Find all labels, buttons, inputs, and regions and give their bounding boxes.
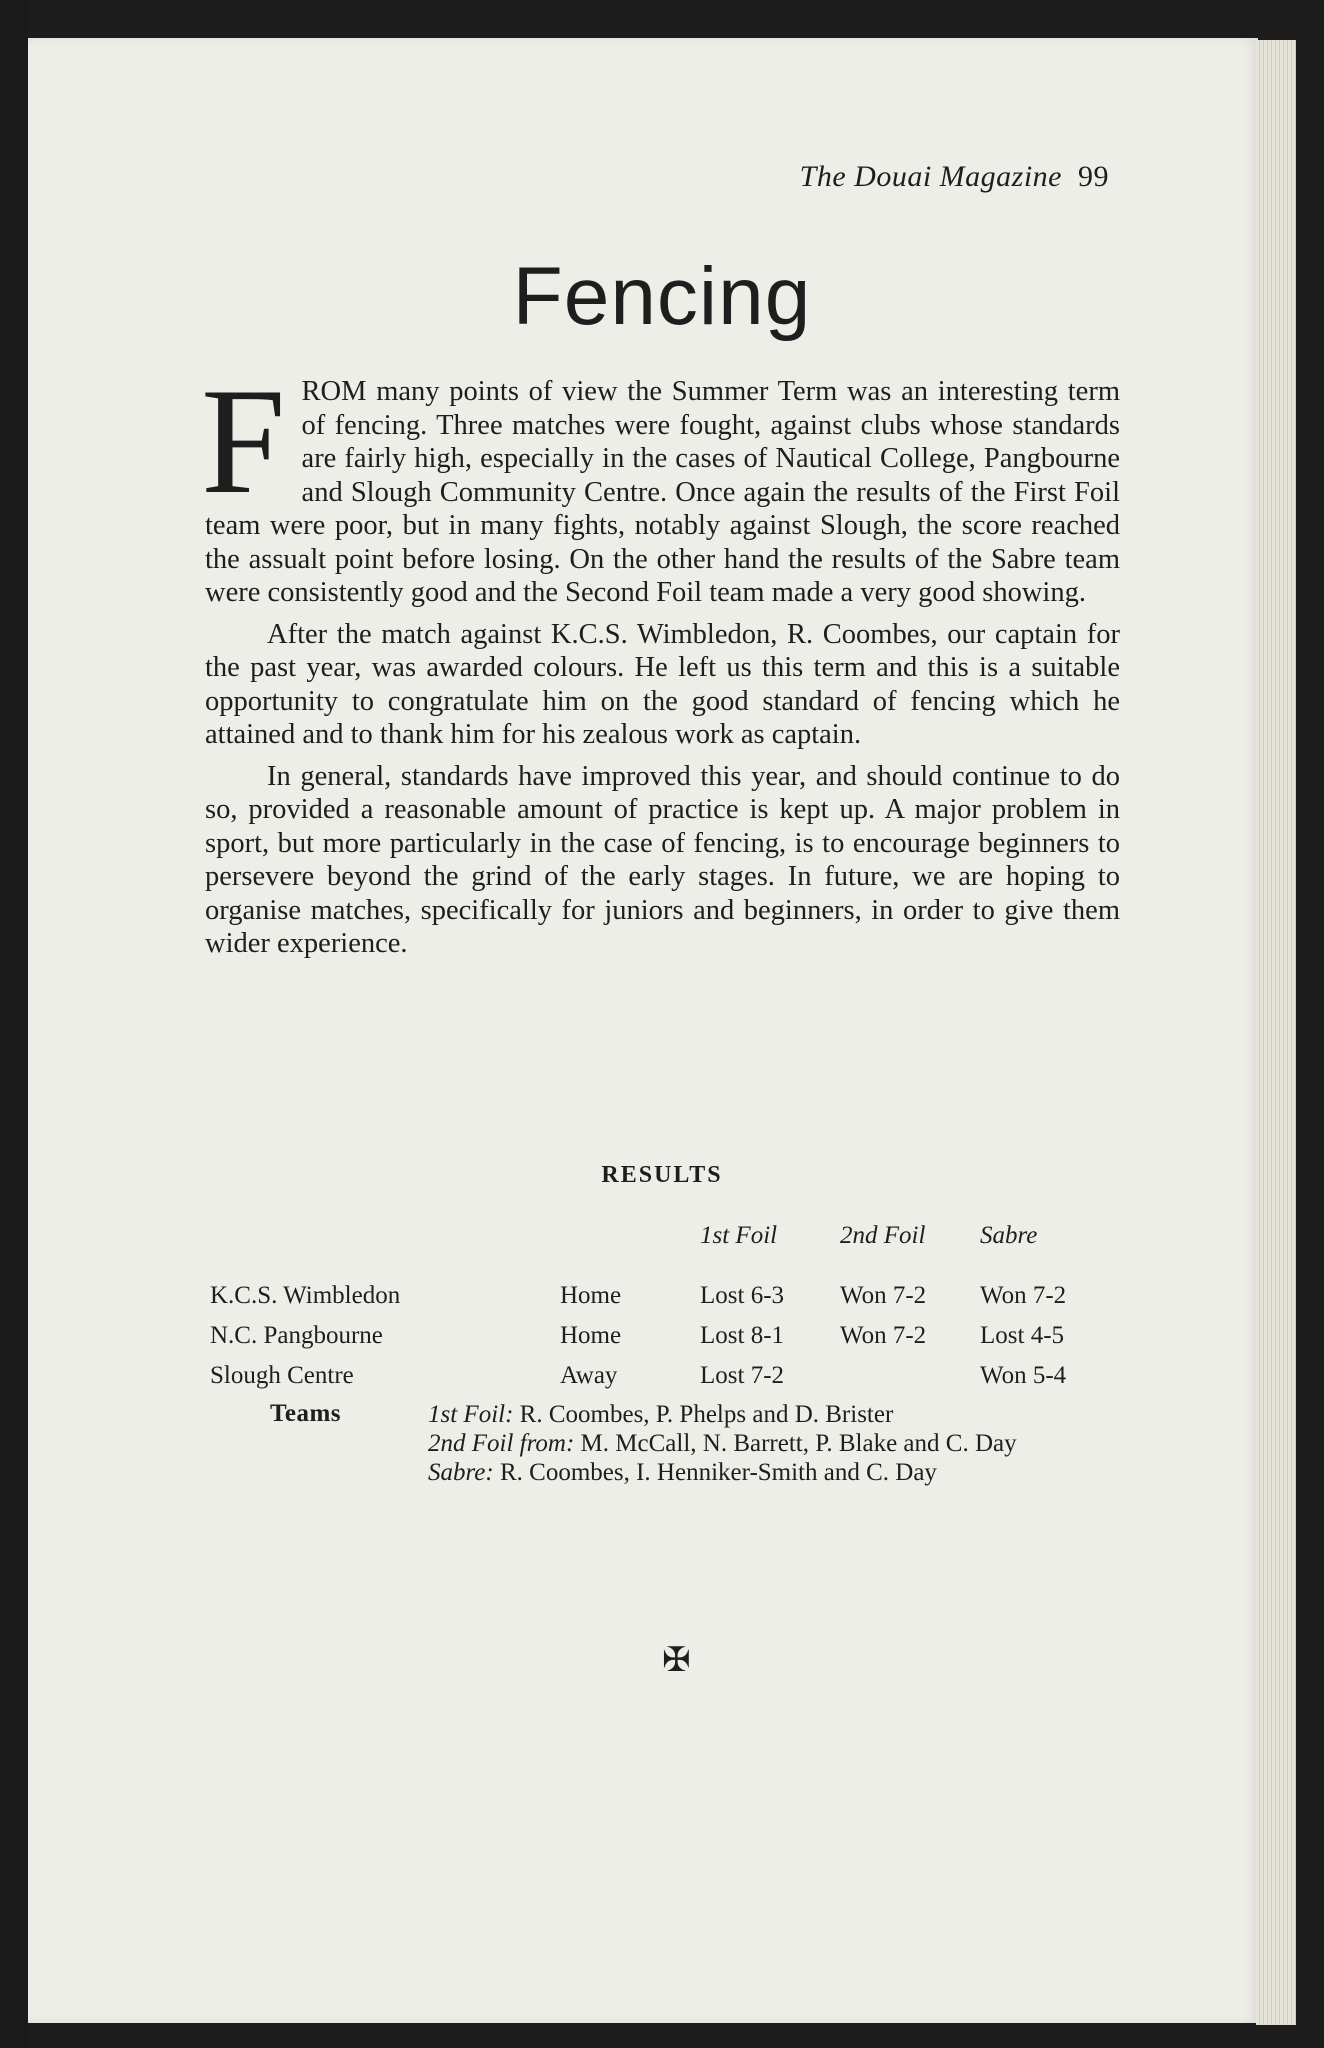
- team-label: Sabre:: [428, 1459, 494, 1486]
- result-cell: Lost 6-3: [700, 1282, 785, 1309]
- venue-cell: Away: [560, 1362, 618, 1389]
- result-cell: Won 7-2: [980, 1282, 1067, 1309]
- column-header: [210, 1222, 560, 1276]
- table-row: [210, 1316, 1100, 1356]
- team-members: M. McCall, N. Barrett, P. Blake and C. Day: [580, 1430, 1017, 1457]
- running-head: [800, 160, 1109, 194]
- team-line: [428, 1400, 1017, 1429]
- teams-label: Teams: [270, 1400, 342, 1427]
- result-cell: Won 7-2: [840, 1322, 927, 1349]
- result-cell: Lost 4-5: [980, 1322, 1065, 1349]
- team-line: [428, 1429, 1017, 1458]
- article-body: [201, 357, 1120, 969]
- teams-section: [270, 1400, 1017, 1487]
- column-header-2nd-foil: 2nd Foil: [840, 1222, 926, 1249]
- team-label: 1st Foil:: [428, 1401, 514, 1428]
- result-cell: Won 7-2: [840, 1282, 927, 1309]
- venue-cell: Home: [560, 1282, 622, 1309]
- cross-ornament-icon: ✠: [662, 1640, 691, 1680]
- results-heading: RESULTS: [601, 1162, 723, 1188]
- teams-list: [428, 1400, 1017, 1487]
- column-header-sabre: Sabre: [980, 1222, 1038, 1249]
- table-row: [210, 1356, 1100, 1396]
- venue-cell: Home: [560, 1322, 622, 1349]
- team-label: 2nd Foil from:: [428, 1430, 575, 1457]
- drop-cap: F: [201, 357, 286, 525]
- result-cell: Lost 7-2: [700, 1362, 785, 1389]
- paragraph-1: [201, 357, 1120, 610]
- team-members: R. Coombes, P. Phelps and D. Brister: [519, 1401, 894, 1428]
- column-header: [560, 1222, 700, 1276]
- column-header-1st-foil: 1st Foil: [700, 1222, 778, 1249]
- result-cell: [840, 1356, 980, 1396]
- paragraph-3: In general, standards have improved this year, and should continue to do so, provided a reasonable amount of practice is kept up. A major problem in sport, but more particularly in the case of fencing, is to encourage beginners to persevere beyond the grind of the early stages. In future, we are hoping to organise matches, specifically for juniors and beginners, in order to give them wider experience.: [205, 760, 1120, 959]
- table-row: [210, 1276, 1100, 1316]
- paragraph-2: After the match against K.C.S. Wimbledon, R. Coombes, our captain for the past year, was awarded colours. He left us this term and this is a suitable opportunity to congratulate him on the good standard of fencing which he attained and to thank him for his zealous work as captain.: [205, 618, 1120, 750]
- club-cell: N.C. Pangbourne: [210, 1322, 383, 1349]
- team-line: [428, 1458, 1017, 1487]
- team-members: R. Coombes, I. Henniker-Smith and C. Day: [499, 1459, 937, 1486]
- results-table: [210, 1222, 1100, 1396]
- page-number: 99: [1078, 160, 1109, 193]
- club-cell: K.C.S. Wimbledon: [210, 1282, 401, 1309]
- article-title: Fencing: [512, 251, 812, 342]
- club-cell: Slough Centre: [210, 1362, 354, 1389]
- result-cell: Lost 8-1: [700, 1322, 785, 1349]
- paragraph-1-text: ROM many points of view the Summer Term was an interesting term of fencing. Three matches were fought, against clubs whose standards are fairly high, especially in the cases of Nautical College, Pangbourne and Slough Community Centre. Once again the results of the First Foil team were poor, but in many fights, notably against Slough, the score reached the assualt point before losing. On the other hand the results of the Sabre team were consistently good and the Second Foil team made a very good showing.: [205, 376, 1120, 608]
- result-cell: Won 5-4: [980, 1362, 1067, 1389]
- magazine-title: The Douai Magazine: [799, 160, 1062, 193]
- results-header-row: [210, 1222, 1100, 1276]
